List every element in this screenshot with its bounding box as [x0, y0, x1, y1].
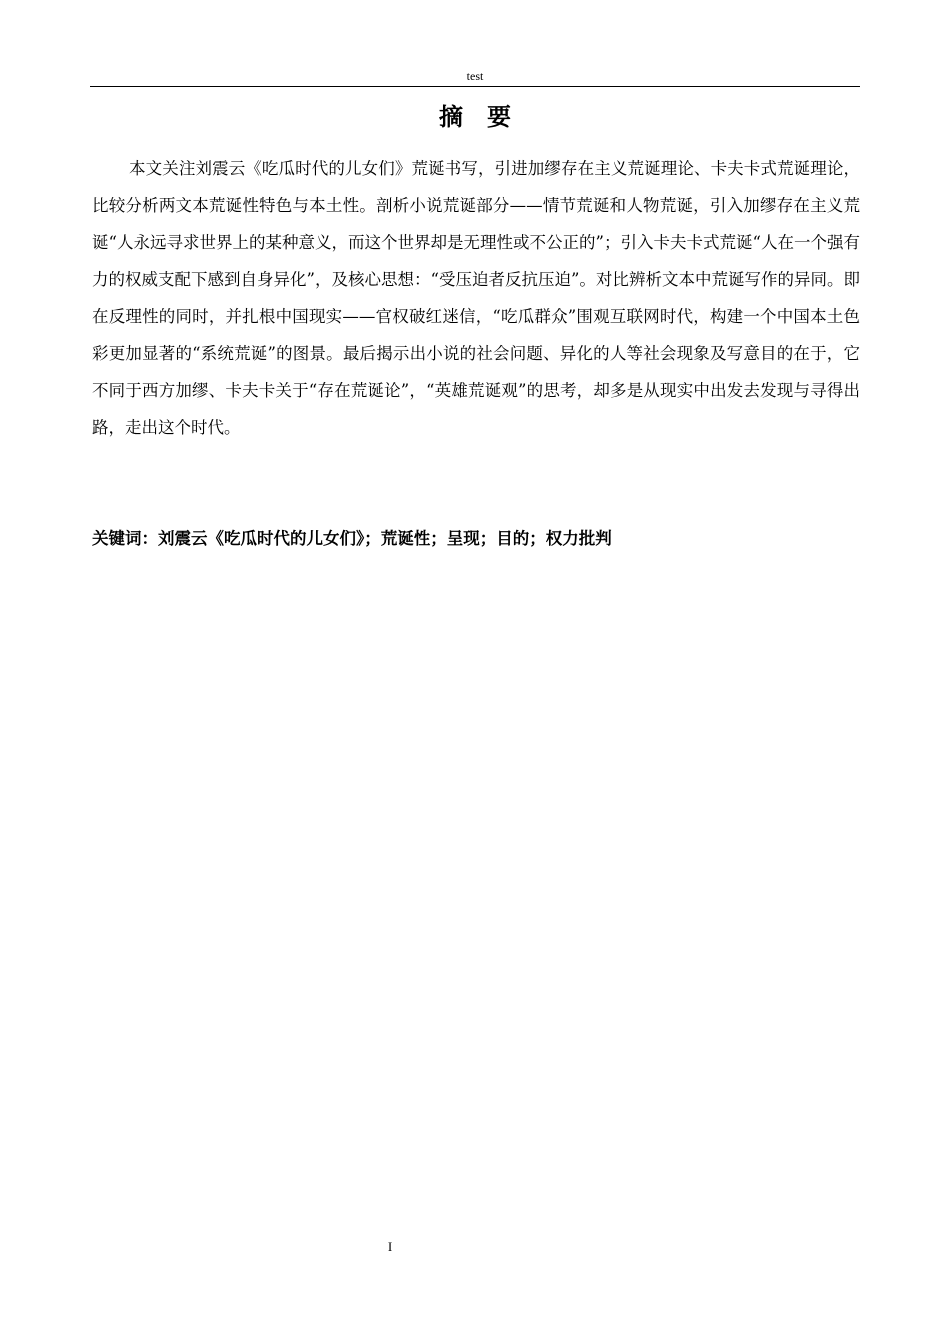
abstract-paragraph: 本文关注刘震云《吃瓜时代的儿女们》荒诞书写，引进加缪存在主义荒诞理论、卡夫卡式荒诞理论，比较分析两文本荒诞性特色与本土性。剖析小说荒诞部分——情节荒诞和人物荒诞，引入加缪存在主义荒诞“人永远寻求世界上的某种意义，而这个世界却是无理性或不公正的”；引入卡夫卡式荒诞“人在一个强有力的权威支配下感到自身异化”，及核心思想：“受压迫者反抗压迫”。对比辨析文本中荒诞写作的异同。即在反理性的同时，并扎根中国现实——官权破红迷信，“吃瓜群众”围观互联网时代，构建一个中国本土色彩更加显著的“系统荒诞”的图景。最后揭示出小说的社会问题、异化的人等社会现象及写意目的在于，它不同于西方加缪、卡夫卡关于“存在荒诞论”，“英雄荒诞观”的思考，却多是从现实中出发去发现与寻得出路，走出这个时代。 — [92, 159, 860, 437]
running-header: test — [466, 69, 484, 83]
header-rule — [90, 86, 860, 87]
page-title: 摘要 — [439, 103, 535, 131]
keywords-line: 关键词：刘震云《吃瓜时代的儿女们》；荒诞性；呈现；目的；权力批判 — [92, 529, 612, 548]
page-number: I — [387, 1239, 393, 1254]
